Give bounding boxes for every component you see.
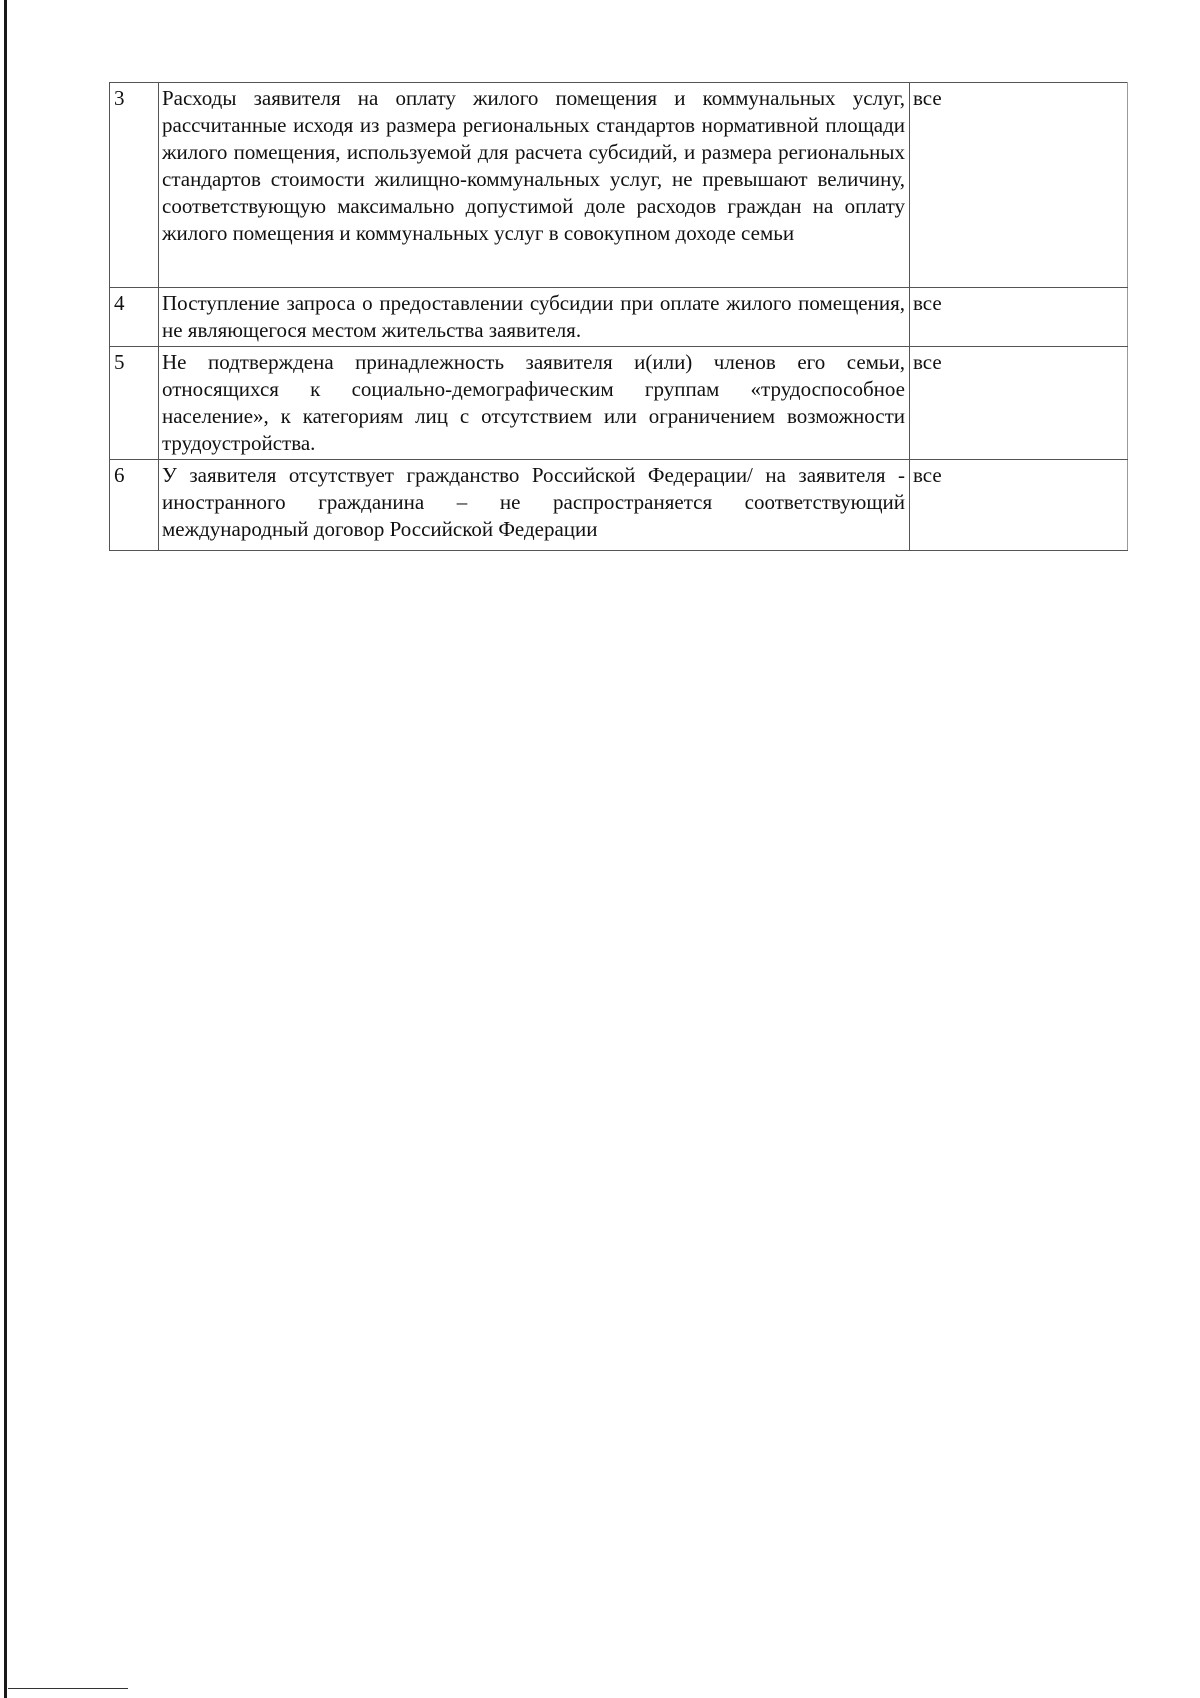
row-text: Расходы заявителя на оплату жилого помещения и коммунальных услуг, рассчитанные исходя из размера региональных стандартов нормативной площади жилого помещения, используемой для расчета субсидий, и размера региональных стандартов стоимости жилищно-коммунальных услуг, не превышают величину, соответствующую максимально допустимой доле расходов граждан на оплату жилого помещения и коммунальных услуг в совокупном доходе семьи (159, 83, 910, 288)
row-number: 3 (110, 83, 159, 288)
row-text: У заявителя отсутствует гражданство Российской Федерации/ на заявителя - иностранного гражданина – не распространяется соответствующий международный договор Российской Федерации (159, 460, 910, 551)
table-row (110, 347, 1128, 460)
row-number: 4 (110, 288, 159, 347)
row-text: Поступление запроса о предоставлении субсидии при оплате жилого помещения, не являющегося местом жительства заявителя. (159, 288, 910, 347)
row-applies: все (910, 83, 1128, 288)
row-applies: все (910, 460, 1128, 551)
row-applies: все (910, 288, 1128, 347)
row-number: 6 (110, 460, 159, 551)
table-row (110, 460, 1128, 551)
table-row (110, 83, 1128, 288)
scan-edge-bottom (8, 1688, 128, 1689)
refusal-grounds-table (109, 82, 1128, 551)
row-number: 5 (110, 347, 159, 460)
scan-edge-left (4, 0, 7, 1698)
row-text: Не подтверждена принадлежность заявителя и(или) членов его семьи, относящихся к социально-демографическим группам «трудоспособное население», к категориям лиц с отсутствием или ограничением возможности трудоустройства. (159, 347, 910, 460)
table-row (110, 288, 1128, 347)
row-applies: все (910, 347, 1128, 460)
